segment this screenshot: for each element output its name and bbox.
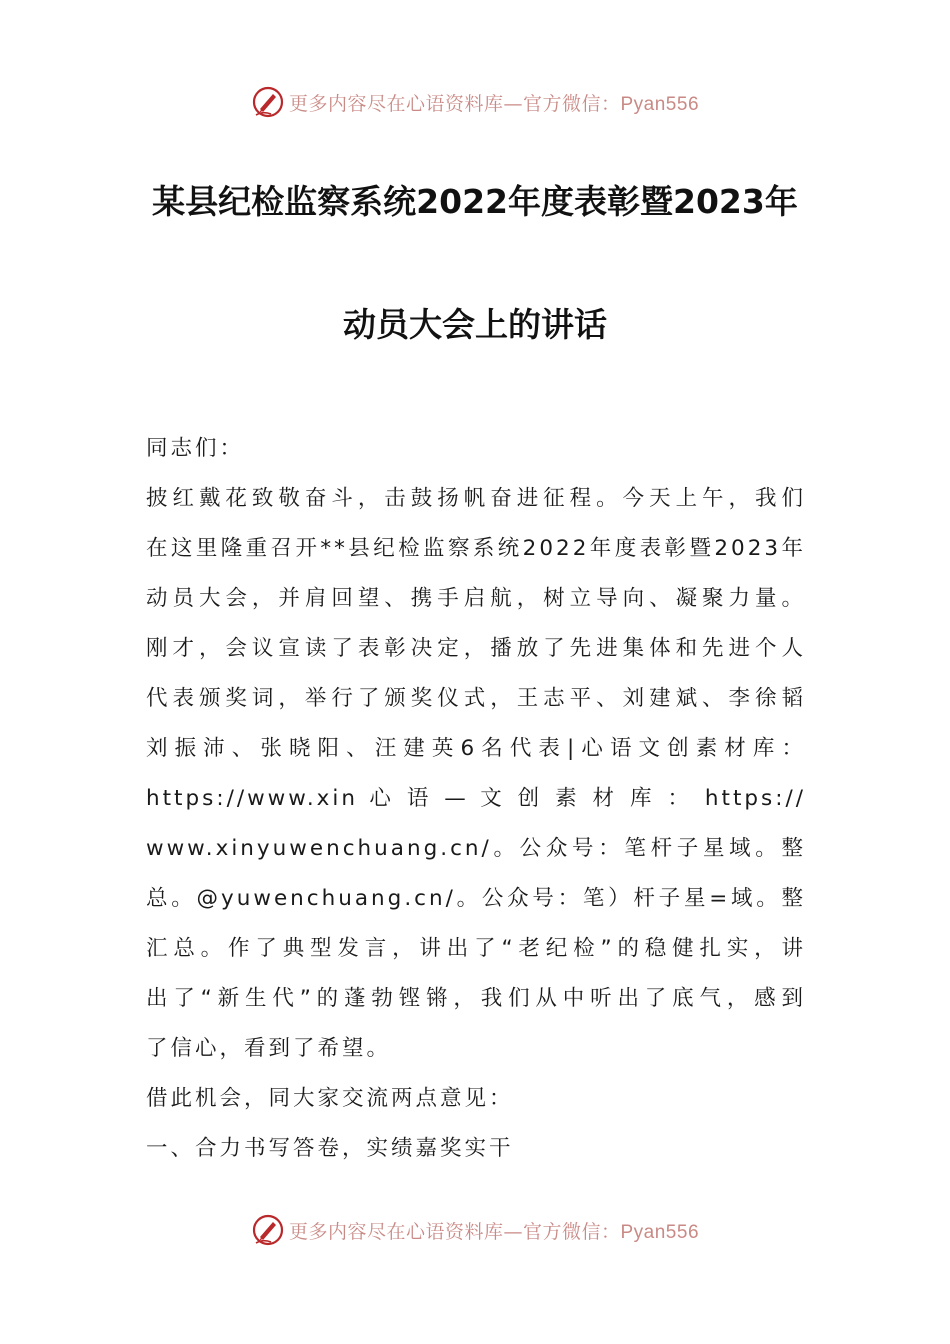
paragraph-line: 了信心，看到了希望。 — [146, 1036, 392, 1061]
paragraph-line: 动员大会，并肩回望、携手启航，树立导向、凝聚力量。 — [146, 586, 806, 611]
salutation: 同志们： — [146, 436, 245, 461]
paragraph-line: 刘振沛、张晓阳、汪建英6名代表|心语文创素材库： — [146, 736, 806, 761]
section-1-heading: 一、合力书写答卷，实绩嘉奖实干 — [146, 1136, 514, 1161]
paragraph-line: 汇总。作了典型发言，讲出了“老纪检”的稳健扎实，讲 — [146, 936, 806, 961]
footer-banner-text: 更多内容尽在心语资料库—官方微信：Pyan556 — [288, 1220, 700, 1243]
header-wechat-id: Pyan556 — [620, 93, 700, 115]
paragraph-2: 借此机会，同大家交流两点意见： — [146, 1086, 514, 1111]
paragraph-line: 披红戴花致敬奋斗，击鼓扬帆奋进征程。今天上午，我们 — [146, 486, 806, 511]
paragraph-1 — [146, 474, 806, 1074]
paragraph-line: 总。@yuwenchuang.cn/。公众号：笔）杆子星=域。整 — [146, 886, 806, 911]
document-title-line-2: 动员大会上的讲话 — [343, 305, 607, 344]
paragraph-line: www.xinyuwenchuang.cn/。公众号：笔杆子星域。整 — [146, 836, 806, 861]
paragraph-line: 出了“新生代”的蓬勃铿锵，我们从中听出了底气，感到 — [146, 986, 806, 1011]
paragraph-line: https://www.xin 心 语 — 文 创 素 材 库 ： https:// — [146, 786, 806, 811]
paragraph-line: 在这里隆重召开**县纪检监察系统2022年度表彰暨2023年 — [146, 536, 806, 561]
document-title-line-1: 某县纪检监察系统2022年度表彰暨2023年 — [152, 182, 798, 221]
footer-banner — [0, 1208, 950, 1252]
paragraph-line: 代表颁奖词，举行了颁奖仪式，王志平、刘建斌、李徐韬 — [146, 686, 806, 711]
header-banner — [0, 80, 950, 124]
paragraph-line: 刚才，会议宣读了表彰决定，播放了先进集体和先进个人 — [146, 636, 806, 661]
pen-logo-icon — [251, 1213, 285, 1247]
header-banner-text: 更多内容尽在心语资料库—官方微信：Pyan556 — [288, 92, 700, 115]
footer-wechat-id: Pyan556 — [620, 1221, 700, 1243]
pen-logo-icon — [251, 85, 285, 119]
